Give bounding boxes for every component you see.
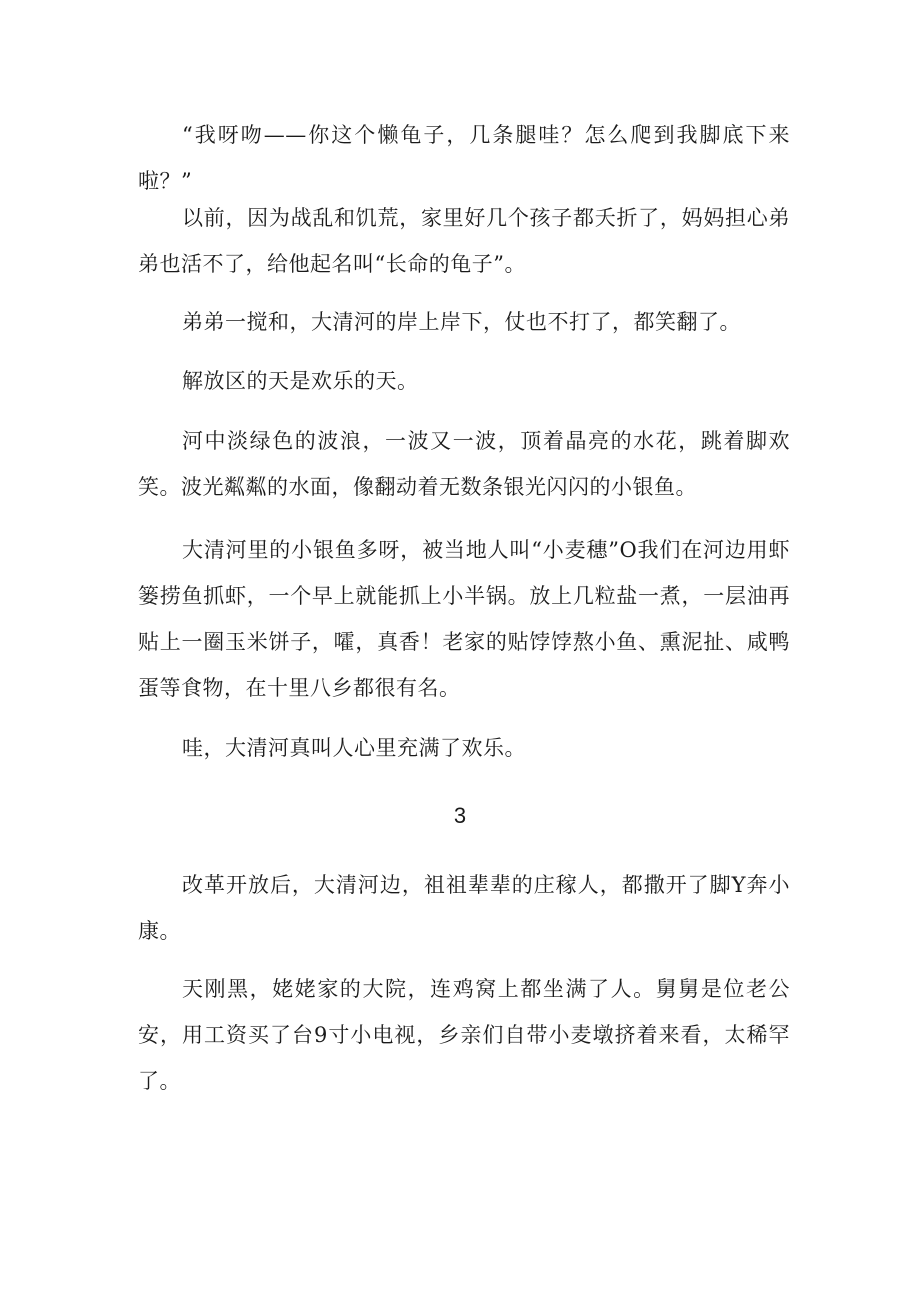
paragraph-7: 哇，大清河真叫人心里充满了欢乐。 (182, 736, 526, 760)
paragraph-6: 大清河里的小银鱼多呀，被当地人叫“小麦穗”O我们在河边用虾篓捞鱼抓虾，一个早上就能抓上小半锅。放上几粒盐一煮，一层油再贴上一圈玉米饼子，嚯，真香！老家的贴饽饽熬小鱼、熏泥扯、咸鸭蛋等食物，在十里八乡都很有名。 (138, 538, 790, 700)
paragraph-9: 天刚黑，姥姥家的大院，连鸡窝上都坐满了人。舅舅是位老公安，用工资买了台9寸小电视，乡亲们自带小麦墩挤着来看，太稀罕了。 (138, 977, 790, 1093)
paragraph-4: 解放区的天是欢乐的天。 (182, 369, 419, 393)
paragraph-5: 河中淡绿色的波浪，一波又一波，顶着晶亮的水花，跳着脚欢笑。波光粼粼的水面，像翻动着无数条银光闪闪的小银鱼。 (138, 429, 790, 499)
paragraph-8: 改革开放后，大清河边，祖祖辈辈的庄稼人，都撒开了脚Y奔小康。 (138, 873, 790, 943)
paragraph-1: “我呀吻——你这个懒龟子，几条腿哇？怎么爬到我脚底下来啦？” (138, 123, 790, 193)
paragraph-3: 弟弟一搅和，大清河的岸上岸下，仗也不打了，都笑翻了。 (182, 310, 741, 334)
paragraph-2: 以前，因为战乱和饥荒，家里好几个孩子都夭折了，妈妈担心弟弟也活不了，给他起名叫“长命的龟子”。 (138, 206, 790, 276)
section-number: 3 (453, 803, 467, 828)
